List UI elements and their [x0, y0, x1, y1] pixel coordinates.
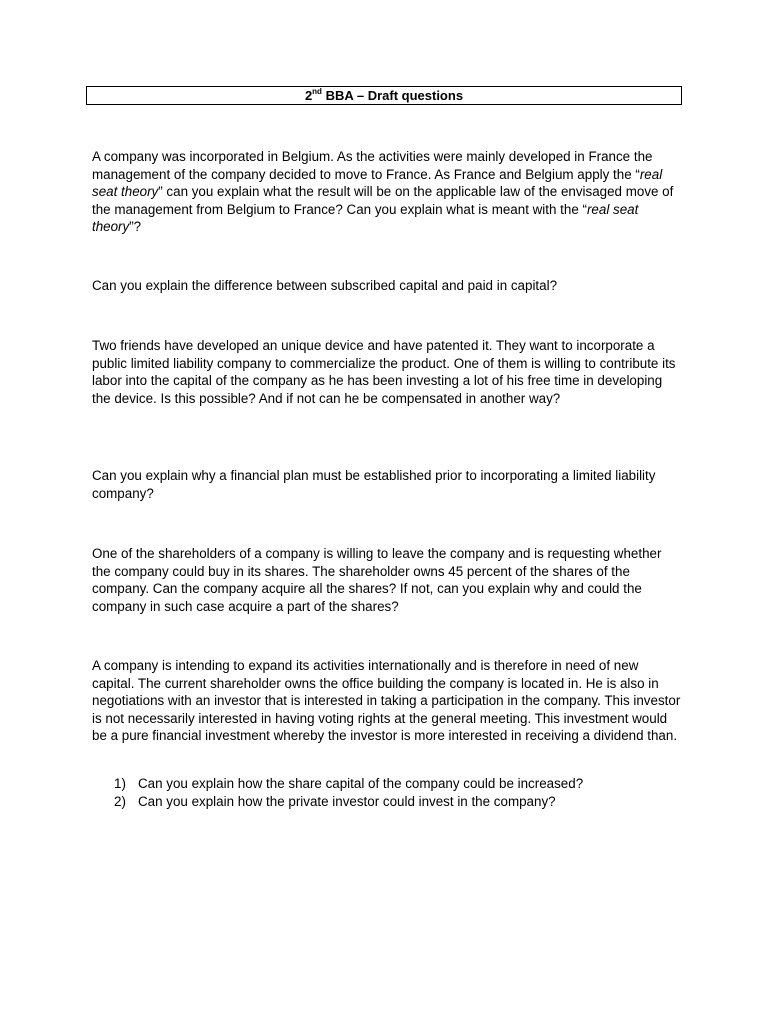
document-title [86, 86, 682, 105]
subquestion-number: 2) [114, 794, 126, 809]
question-text: ” can you explain what the result will be on the applicable law of the envisaged move of the management from Belgium to France? Can you explain what is meant with the “ [92, 184, 674, 217]
title-prefix: 2 [304, 88, 313, 103]
question-real-seat-theory [92, 148, 682, 236]
question-subscribed-capital: Can you explain the difference between subscribed capital and paid in capital? [92, 278, 558, 293]
question-financial-plan: Can you explain why a financial plan must be established prior to incorporating a limited liability company? [92, 468, 656, 501]
question-text: ”? [129, 219, 142, 235]
question-share-buyback: One of the shareholders of a company is willing to leave the company and is requesting whether the company could buy in its shares. The shareholder owns 45 percent of the shares of the company. Can the company acquire all the shares? If not, can you explain why and could the company in such case acquire a part of the shares? [92, 546, 662, 614]
question-capital-increase: A company is intending to expand its activities internationally and is therefore in need of new capital. The current shareholder owns the office building the company is located in. He is also in negotiations with an investor that is interested in taking a participation in the company. This investor is not necessarily interested in having voting rights at the general meeting. This investment would be a pure financial investment whereby the investor is more interested in receiving a dividend than. [92, 658, 681, 744]
title-superscript: nd [312, 86, 322, 96]
question-italic-term: real seat theory [92, 201, 639, 235]
subquestion-item [114, 775, 674, 793]
subquestion-item [114, 793, 674, 811]
question-labor-contribution: Two friends have developed an unique device and have patented it. They want to incorporate a public limited liability company to commercialize the product. One of them is willing to contribute its labor into the capital of the company as he has been investing a lot of his free time in developing the device. Is this possible? And if not can he be compensated in another way? [92, 338, 676, 406]
question-italic-term: real seat theory [92, 166, 663, 200]
title-text: BBA – Draft questions [321, 88, 464, 103]
subquestion-text: Can you explain how the private investor could invest in the company? [138, 794, 556, 809]
subquestion-number: 1) [114, 776, 126, 791]
question-text: A company was incorporated in Belgium. As the activities were mainly developed in France the management of the company decided to move to France. As France and Belgium apply the “ [92, 149, 653, 182]
subquestion-text: Can you explain how the share capital of the company could be increased? [138, 776, 584, 791]
